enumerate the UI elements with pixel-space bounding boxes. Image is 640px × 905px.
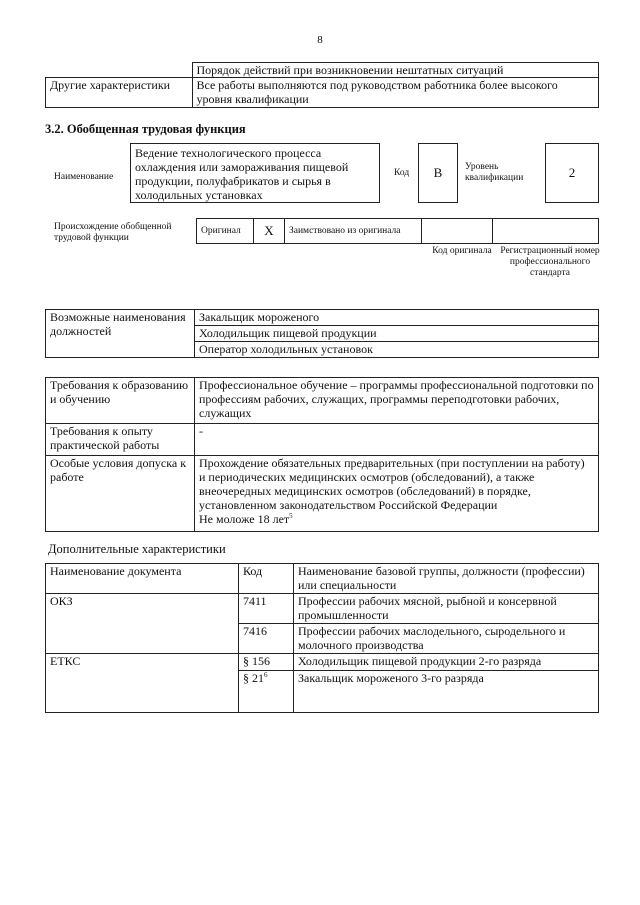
code-original-cell [422,219,493,244]
okz-label: ОКЗ [46,594,239,654]
level-label: Уровень квалификации [465,162,524,183]
footnote-6: 6 [264,670,268,679]
origin-table [196,218,599,244]
emergency-procedure-cell: Порядок действий при возникновении нештатных ситуаций [192,63,599,78]
position-item: Закальщик мороженого [195,310,599,326]
special-conditions-label: Особые условия допуска к работе [46,456,195,532]
age-requirement [199,512,594,526]
position-item: Оператор холодильных установок [195,342,599,358]
etks-code-text: § 21 [243,670,264,685]
reg-number-label: Регистрационный номер профессионального стандарта [500,246,600,278]
okz-name: Профессии рабочих маслодельного, сыродельного и молочного производства [294,624,599,654]
education-value: Профессиональное обучение – программы профессиональной подготовки по профессиям рабочих, служащих, программы переподготовки рабочих, служащих [195,378,599,424]
other-characteristics-label: Другие характеристики [46,78,193,108]
etks-name: Закальщик мороженого 3-го разряда [294,670,599,712]
level-value-box: 2 [545,143,599,203]
etks-label: ЕТКС [46,654,239,713]
function-name-box: Ведение технологического процесса охлаждения или замораживания пищевой продукции, полуфабрикатов и сырья в холодильных установках [130,143,380,203]
positions-label: Возможные наименования должностей [46,310,195,358]
etks-name: Холодильщик пищевой продукции 2-го разряда [294,654,599,671]
original-mark: X [254,219,285,244]
page-number: 8 [317,34,323,46]
borrowed-label: Заимствовано из оригинала [285,219,422,244]
code-value-box: B [418,143,458,203]
footnote-5: 5 [289,512,293,520]
code-label: Код [394,168,410,178]
reg-number-cell [493,219,599,244]
requirements-table [45,377,599,532]
section-title: 3.2. Обобщенная трудовая функция [45,122,246,136]
medical-requirements-text: Прохождение обязательных предварительных (при поступлении на работу) и периодических медицинских осмотров (обследований), а также внеочередных медицинских осмотров (обследований) в порядке, установленном законодательством Российской Федерации [199,456,585,512]
header-group-name: Наименование базовой группы, должности (профессии) или специальности [294,564,599,594]
additional-table [45,563,599,713]
original-label: Оригинал [197,219,254,244]
special-conditions-value [195,456,599,532]
experience-label: Требования к опыту практической работы [46,424,195,456]
origin-label: Происхождение обобщенной трудовой функции [54,222,172,243]
top-characteristics-table [45,62,599,108]
code-original-label: Код оригинала [432,246,492,256]
header-code: Код [239,564,294,594]
etks-code [239,670,294,712]
name-label: Наименование [54,172,114,182]
age-text: Не моложе 18 лет [199,512,290,526]
experience-value: - [195,424,599,456]
position-item: Холодильщик пищевой продукции [195,326,599,342]
additional-title: Дополнительные характеристики [48,542,226,556]
okz-code: 7416 [239,624,294,654]
education-label: Требования к образованию и обучению [46,378,195,424]
okz-code: 7411 [239,594,294,624]
positions-table [45,309,599,358]
header-document-name: Наименование документа [46,564,239,594]
okz-name: Профессии рабочих мясной, рыбной и консервной промышленности [294,594,599,624]
other-characteristics-value: Все работы выполняются под руководством работника более высокого уровня квалификации [192,78,599,108]
etks-code: § 156 [239,654,294,671]
